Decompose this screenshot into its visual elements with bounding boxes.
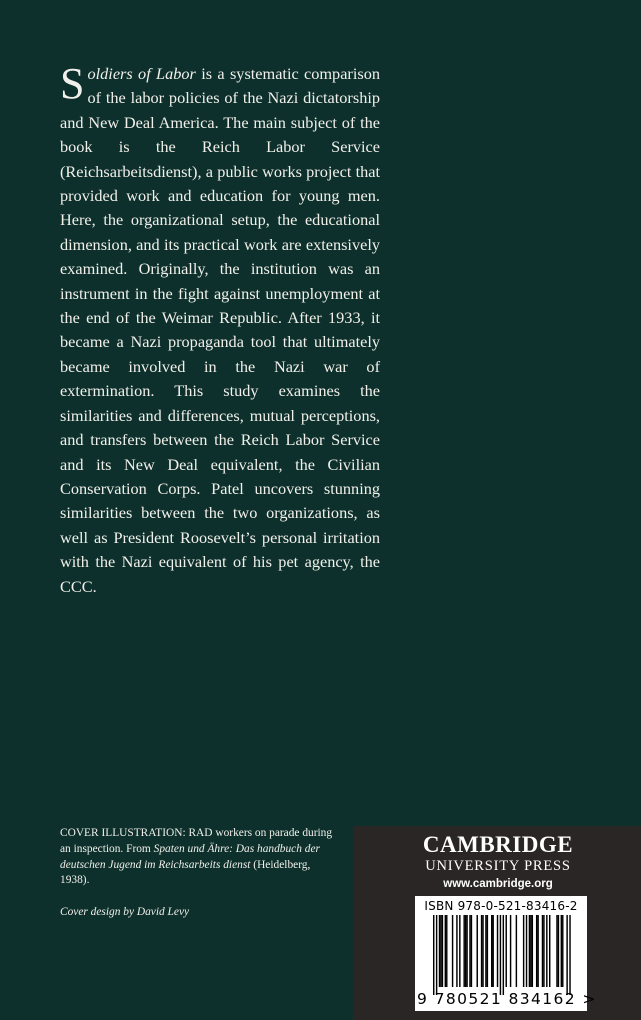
barcode-bar <box>543 915 544 987</box>
barcode <box>415 896 597 1011</box>
cover-illustration-credit <box>60 826 336 889</box>
barcode-bar <box>481 915 482 987</box>
barcode-bar <box>516 915 517 987</box>
barcode-bar <box>477 915 478 987</box>
barcode-bar <box>452 915 453 987</box>
cover-design-credit: Cover design by David Levy <box>60 906 190 918</box>
barcode-bar <box>459 915 460 987</box>
barcode-bar <box>445 915 446 987</box>
barcode-bar <box>561 915 562 987</box>
credit-text: COVER ILLUSTRATION: RAD workers on parade during an inspection. From <box>60 827 333 855</box>
barcode-bar <box>526 915 527 987</box>
credit-source-title: Spaten und Ähre: Das handbuch der deutschen Jugend im Reichsarbeits dienst <box>60 842 320 871</box>
barcode-bar <box>463 915 464 987</box>
barcode-bar <box>558 915 559 987</box>
barcode-bar <box>549 915 550 987</box>
barcode-number: 9 780521 834162 > <box>417 990 597 1008</box>
barcode-guard-bar <box>500 915 501 995</box>
barcode-bar <box>546 915 547 987</box>
barcode-bar <box>446 915 447 987</box>
barcode-guard-bar <box>566 915 567 995</box>
barcode-bar <box>440 915 441 987</box>
barcode-bar <box>562 915 563 987</box>
barcode-guard-bar <box>503 915 504 995</box>
barcode-bar <box>532 915 533 987</box>
barcode-bar <box>482 915 483 987</box>
barcode-bar <box>542 915 543 987</box>
publisher-press: UNIVERSITY PRESS <box>425 858 571 874</box>
barcode-bar <box>487 915 488 987</box>
credit-source-detail: (Heidelberg, 1938). <box>60 858 311 887</box>
drop-cap: S <box>60 59 85 108</box>
barcode-bar <box>439 915 440 987</box>
barcode-bar <box>523 915 524 987</box>
book-title: oldiers of Labor <box>87 64 196 83</box>
barcode-guard-bar <box>433 915 434 995</box>
publisher-name: CAMBRIDGE <box>422 832 574 857</box>
barcode-guard-bar <box>569 915 570 995</box>
barcode-bar <box>469 915 470 987</box>
publisher-panel <box>353 826 641 1020</box>
barcode-bar <box>471 915 472 987</box>
barcode-bar <box>536 915 537 987</box>
barcode-bar <box>506 915 507 987</box>
barcode-bar <box>442 915 443 987</box>
barcode-bar <box>491 915 492 987</box>
barcode-bar <box>556 915 557 987</box>
barcode-bar <box>497 915 498 987</box>
barcode-bar <box>530 915 531 987</box>
barcode-bar <box>510 915 511 987</box>
barcode-bar <box>492 915 493 987</box>
barcode-bar <box>465 915 466 987</box>
description-text: is a systematic comparison of the labor policies of the Nazi dictatorship and New Deal America. The main subject of the book is the Reich Labor Service (Reichsarbeitsdienst), a public works project that provided work and education for young men. Here, the organizational setup, the educational dimension, and its practical work are extensively examined. Originally, the institution was an instrument in the fight against unemployment at the end of the Weimar Republic. After 1933, it became a Nazi propaganda tool that ultimately became involved in the Nazi war of extermination. This study examines the similarities and differences, mutual perceptions, and transfers between the Reich Labor Service and its New Deal equivalent, the Civilian Conservation Corps. Patel uncovers stunning similarities between the two organizations, as well as President Roosevelt’s personal irritation with the Nazi equivalent of his pet agency, the CCC. <box>60 64 380 596</box>
publisher-url[interactable]: www.cambridge.org <box>443 878 553 890</box>
barcode-bar <box>537 915 538 987</box>
book-description <box>60 59 380 599</box>
barcode-bar <box>485 915 486 987</box>
barcode-bar <box>529 915 530 987</box>
isbn-label: ISBN 978-0-521-83416-2 <box>424 899 578 913</box>
barcode-bar <box>466 915 467 987</box>
barcode-guard-bar <box>436 915 437 995</box>
barcode-bar <box>456 915 457 987</box>
